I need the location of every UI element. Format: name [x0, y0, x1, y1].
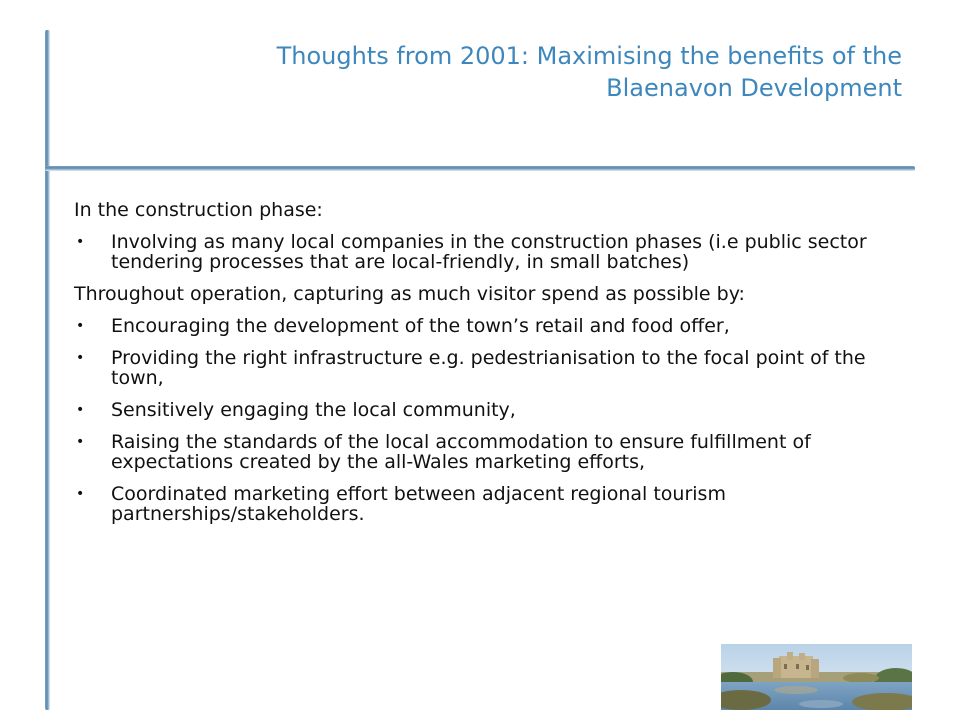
horizontal-rule: [45, 166, 915, 171]
bullet-icon: •: [76, 234, 85, 250]
bullet-icon: •: [76, 486, 85, 502]
section-intro-construction: In the construction phase:: [74, 199, 323, 221]
bullet-item: [74, 316, 910, 336]
vertical-rule: [45, 30, 50, 710]
title-line-2: Blaenavon Development: [606, 74, 902, 102]
bullet-item: [74, 348, 910, 388]
bullet-text: Coordinated marketing effort between adjacent regional tourism partnerships/stakeholders.: [111, 483, 726, 525]
bullet-item: [74, 400, 910, 420]
bullet-text: Encouraging the development of the town’s retail and food offer,: [111, 315, 730, 337]
bullet-icon: •: [76, 350, 85, 366]
bullet-icon: •: [76, 318, 85, 334]
bullet-icon: •: [76, 402, 85, 418]
bullet-text: Raising the standards of the local accommodation to ensure fulfillment of expectations created by the all-Wales marketing efforts,: [111, 431, 811, 473]
title-line-1: Thoughts from 2001: Maximising the benefits of the: [276, 42, 902, 70]
slide-body: [74, 200, 910, 536]
bullet-text: Providing the right infrastructure e.g. pedestrianisation to the focal point of the town,: [111, 347, 866, 389]
slide-title: [122, 40, 902, 104]
bullet-icon: •: [76, 434, 85, 450]
bullet-text: Sensitively engaging the local community,: [111, 399, 516, 421]
bullet-text: Involving as many local companies in the construction phases (i.e public sector tendering processes that are local-friendly, in small batches): [111, 231, 867, 273]
bullet-item: [74, 232, 910, 272]
castle-landscape-photo: [721, 644, 912, 710]
bullet-item: [74, 484, 910, 524]
bullet-item: [74, 432, 910, 472]
section-intro-operation: Throughout operation, capturing as much visitor spend as possible by:: [74, 283, 745, 305]
